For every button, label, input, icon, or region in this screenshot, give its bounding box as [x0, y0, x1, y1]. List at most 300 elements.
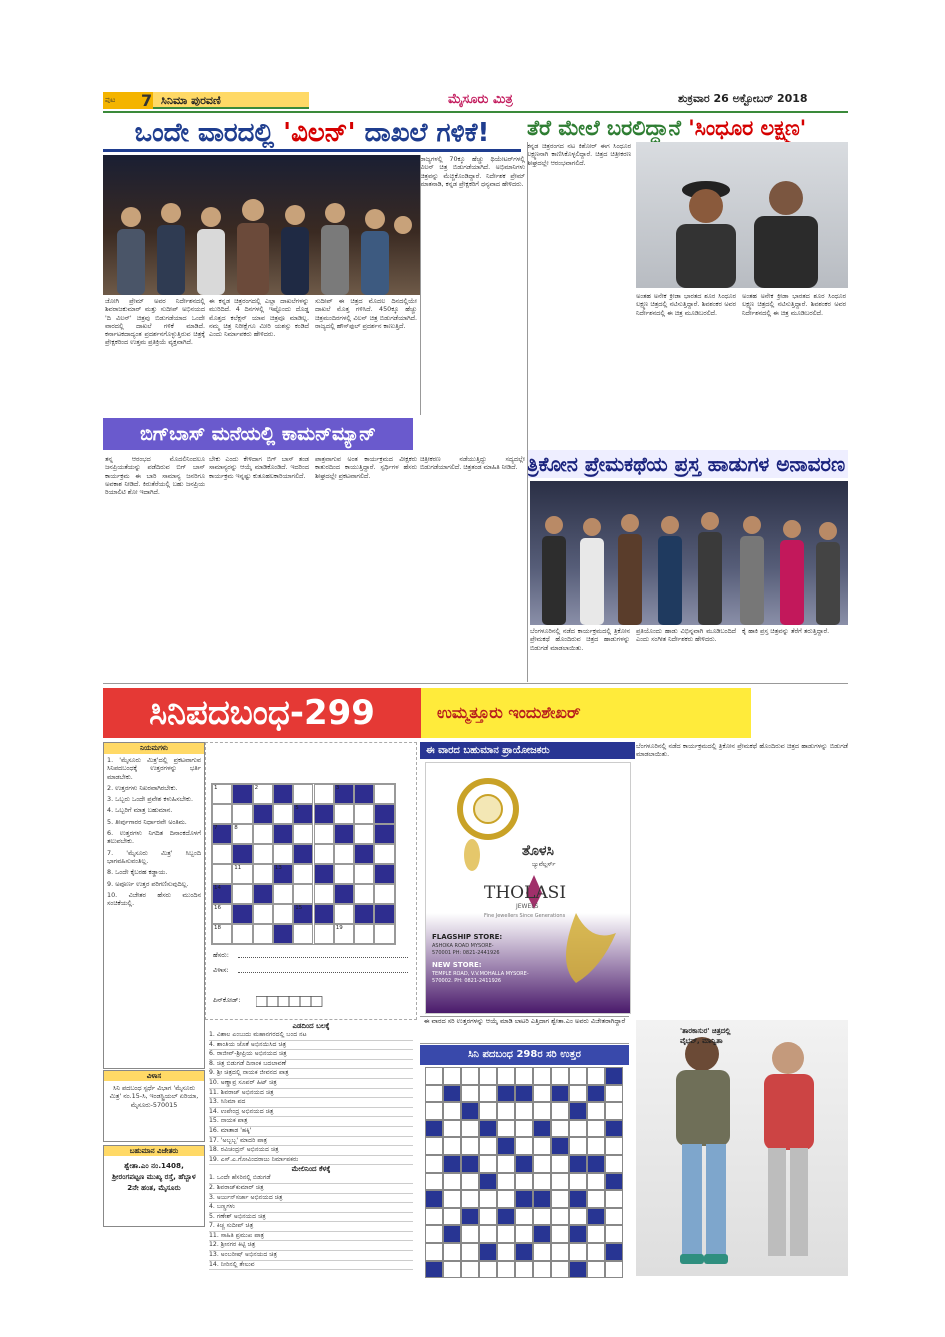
- crossword-title: ಸಿನಿಪದಬಂಧ-299: [103, 688, 421, 738]
- answer-grid: [425, 1067, 623, 1279]
- answer-cell: [533, 1085, 551, 1103]
- grid-cell[interactable]: [253, 924, 273, 944]
- grid-cell[interactable]: [354, 824, 374, 844]
- answer-cell: [425, 1225, 443, 1243]
- rules-list: [104, 754, 204, 912]
- article1-photo: [103, 155, 420, 295]
- article1-headline: ಒಂದೇ ವಾರದಲ್ಲಿ 'ವಿಲನ್' ದಾಖಲೆ ಗಳಿಕೆ!: [103, 114, 521, 152]
- answer-cell: [497, 1067, 515, 1085]
- grid-block: 14: [212, 884, 232, 904]
- answer-cell: [587, 1120, 605, 1138]
- grid-cell[interactable]: 1: [212, 784, 232, 804]
- column-rule: [420, 155, 421, 415]
- article2-col3: ಅಂತಹ ಅನೇಕ ಕ್ರೀಡಾ ಭಾರತದ ಶೂರ ಸಿಂಧೂರ ಲಕ್ಷ್ಮಣ ಚಿತ್ರದಲ್ಲಿ ನಟಿಸುತ್ತಿದ್ದಾರೆ. ಶಿವಶಂಕರ ಅವರ ನಿರ್ದೇಶನದಲ್ಲಿ ಈ ಚಿತ್ರ ಮೂಡಿಬರಲಿದೆ.: [742, 292, 846, 317]
- grid-cell[interactable]: [212, 804, 232, 824]
- answer-cell: [569, 1120, 587, 1138]
- answer-cell: [497, 1102, 515, 1120]
- answer-block: [569, 1190, 587, 1208]
- rule-item: 4. ಒಬ್ಬರಿಗೆ ಮಾತ್ರ ಬಹುಮಾನ.: [107, 806, 173, 815]
- across-clue: 19. ಎಸ್.ಎ.ಗೋವಿಂದರಾಜು ನಿರ್ಮಾಪಕರು: [209, 1156, 413, 1166]
- grid-cell[interactable]: [354, 864, 374, 884]
- grid-cell[interactable]: [293, 784, 313, 804]
- article2-headline: ತೆರೆ ಮೇಲೆ ಬರಲಿದ್ದಾನೆ 'ಸಿಂಧೂರ ಲಕ್ಷ್ಮಣ': [527, 116, 807, 140]
- answer-block: [605, 1243, 623, 1261]
- answer-cell: [425, 1155, 443, 1173]
- answer-cell: [443, 1173, 461, 1191]
- grid-cell[interactable]: [232, 924, 252, 944]
- across-clue: 4. ಶಾಂತಿಯ ಜೊತೆ ಅಭಿನಯಿಸಿದ ಚಿತ್ರ: [209, 1041, 413, 1051]
- article3-col1: ತನ್ನ ಆರಂಭದ ಮೊದಲಿನಿಂದಲೂ ಜನಪ್ರಿಯತೆಯನ್ನು ಪಡೆದಿರುವ ಬಿಗ್ ಬಾಸ್ ಕಾರ್ಯಕ್ರಮ ಈ ಬಾರಿ ಸಾಮಾನ್ಯ ಜನರಿಗೂ ಅವಕಾಶ ನೀಡಿದೆ. ಕಿರುತೆರೆಯಲ್ಲಿ ಬಹು ಜನಪ್ರಿಯ ರಿಯಾಲಿಟಿ ಶೋ ಇದಾಗಿದೆ.: [105, 455, 205, 497]
- grid-cell[interactable]: [212, 864, 232, 884]
- column-rule: [527, 142, 528, 682]
- grid-cell[interactable]: [253, 864, 273, 884]
- answer-cell: [533, 1137, 551, 1155]
- article2-photo: [636, 142, 848, 288]
- answer-block: [569, 1261, 587, 1279]
- answer-block: [533, 1120, 551, 1138]
- answer-cell: [425, 1137, 443, 1155]
- answer-cell: [425, 1085, 443, 1103]
- grid-block: [232, 784, 252, 804]
- grid-block: [334, 884, 354, 904]
- winner-title: ಬಹುಮಾನ ವಿಜೇತರು: [104, 1146, 204, 1156]
- pin-field[interactable]: [256, 992, 326, 1003]
- rule-item: 3. ಒಬ್ಬರು ಒಂದೇ ಪ್ರವೇಶ ಕಳುಹಿಸಬೇಕು.: [107, 795, 193, 804]
- answer-cell: [425, 1173, 443, 1191]
- sponsor-title: ಈ ವಾರದ ಬಹುಮಾನ ಪ್ರಾಯೋಜಕರು: [420, 742, 635, 759]
- grid-cell[interactable]: 2: [253, 784, 273, 804]
- answer-block: [461, 1155, 479, 1173]
- across-clue: 16. ಮಾತಾಡ 'ಹಕ್ಕಿ': [209, 1127, 413, 1137]
- answer-cell: [515, 1261, 533, 1279]
- answer-cell: [515, 1173, 533, 1191]
- answer-cell: [479, 1208, 497, 1226]
- across-clue: 9. ಶ್ರೀ ಚಿತ್ರದಲ್ಲಿ ನಾಯಕ ಜೀವನದ ಪಾತ್ರ: [209, 1069, 413, 1079]
- grid-cell[interactable]: [334, 844, 354, 864]
- down-clue: 14. ನೀರಿನಲ್ಲಿ ತೇಲುವ: [209, 1261, 413, 1271]
- page-number: 7: [141, 91, 153, 110]
- grid-block: [374, 824, 394, 844]
- address-box: [103, 1070, 205, 1142]
- grid-block: [293, 844, 313, 864]
- grid-block: [273, 924, 293, 944]
- article4-col2: ಪ್ರತಿಯೊಂದು ಹಾಡು ವಿಭಿನ್ನವಾಗಿ ಮೂಡಿಬಂದಿದೆ ಎಂದು ಸಂಗೀತ ನಿರ್ದೇಶಕರು ಹೇಳಿದರು.: [636, 627, 736, 644]
- answer-cell: [497, 1261, 515, 1279]
- down-clues: [209, 1174, 413, 1270]
- grid-cell[interactable]: [293, 864, 313, 884]
- grid-cell[interactable]: [374, 784, 394, 804]
- grid-cell[interactable]: [374, 924, 394, 944]
- answer-cell: [443, 1102, 461, 1120]
- answer-block: [587, 1208, 605, 1226]
- answer-cell: [461, 1137, 479, 1155]
- answer-cell: [443, 1190, 461, 1208]
- answer-cell: [587, 1190, 605, 1208]
- name-label: ಹೆಸರು:: [213, 951, 229, 959]
- answer-block: [587, 1155, 605, 1173]
- issue-date: ಶುಕ್ರವಾರ 26 ಅಕ್ಟೋಬರ್ 2018: [678, 92, 808, 105]
- answer-block: [533, 1190, 551, 1208]
- answer-cell: [551, 1173, 569, 1191]
- store2-address: TEMPLE ROAD, V.V.MOHALLA MYSORE-570002. PH: 0821-2411926: [432, 971, 529, 984]
- answer-block: [425, 1190, 443, 1208]
- answer-block: [443, 1155, 461, 1173]
- grid-block: [314, 904, 334, 924]
- answer-cell: [461, 1120, 479, 1138]
- answer-block: [479, 1120, 497, 1138]
- answer-block: [497, 1085, 515, 1103]
- answer-cell: [533, 1208, 551, 1226]
- down-clue: 11. ಸಾಹಿತಿ ಪ್ರಮುಖ ಪಾತ್ರ: [209, 1232, 413, 1242]
- winner-text: ಶ್ವೇತಾ.ಎಂ ನಂ.1408, ಶ್ರೀರಂಗಪಟ್ಟಣ ಮುಖ್ಯ ರಸ್ತೆ, ಹೆಬ್ಬಾಳ 2ನೇ ಹಂತ, ಮೈಸೂರು: [112, 1161, 196, 1192]
- across-clue: 6. ರಾಜೀವ್-ಶ್ರೀಪ್ರಿಯ ಅಭಿನಯದ ಚಿತ್ರ: [209, 1050, 413, 1060]
- answer-block: [515, 1085, 533, 1103]
- grid-block: [232, 844, 252, 864]
- grid-cell[interactable]: [232, 804, 252, 824]
- grid-cell[interactable]: [374, 884, 394, 904]
- answer-cell: [587, 1225, 605, 1243]
- answer-block: [425, 1120, 443, 1138]
- answer-cell: [461, 1190, 479, 1208]
- answer-cell: [569, 1137, 587, 1155]
- answer-cell: [443, 1120, 461, 1138]
- across-clue: 8. ಚಿತ್ರ ಬಿಡುಗಡೆ ದಿನಾಂಕ ಬದಲಾವಣೆ: [209, 1060, 413, 1070]
- answer-cell: [551, 1102, 569, 1120]
- grid-cell[interactable]: [273, 804, 293, 824]
- rule-item: 7. 'ಮೈಸೂರು ಮಿತ್ರ' ಸಿಬ್ಬಂದಿ ಭಾಗವಹಿಸುವಂತಿಲ್ಲ.: [107, 848, 201, 865]
- store2-title: NEW STORE:: [432, 961, 482, 969]
- answer-cell: [461, 1067, 479, 1085]
- grid-block: [374, 864, 394, 884]
- rule-item: 9. ಅಪೂರ್ಣ ಉತ್ತರ ಪರಿಗಣಿಸುವುದಿಲ್ಲ.: [107, 879, 189, 888]
- answer-cell: [587, 1067, 605, 1085]
- crossword-author: ಉಮ್ಮತ್ತೂರು ಇಂದುಶೇಖರ್: [421, 688, 751, 738]
- sponsor-tag: Fine Jewellers Since Generations: [484, 913, 566, 919]
- answer-block: [497, 1208, 515, 1226]
- answer-cell: [551, 1243, 569, 1261]
- grid-cell[interactable]: [273, 884, 293, 904]
- answer-cell: [479, 1085, 497, 1103]
- crossword-grid[interactable]: [211, 783, 396, 945]
- audio-launch-photo: [530, 481, 848, 625]
- answer-cell: [533, 1261, 551, 1279]
- answer-cell: [587, 1102, 605, 1120]
- answer-cell: [515, 1102, 533, 1120]
- answer-cell: [515, 1120, 533, 1138]
- across-clue: 11. ಶಿವರಾಜ್ ಅಭಿನಯದ ಚಿತ್ರ: [209, 1089, 413, 1099]
- rule-item: 6. ಉತ್ತರಗಳು ನಿಗದಿತ ದಿನಾಂಕದೊಳಗೆ ತಲುಪಬೇಕು.: [107, 829, 201, 846]
- answer-cell: [605, 1085, 623, 1103]
- answer-cell: [443, 1261, 461, 1279]
- grid-block: [354, 784, 374, 804]
- grid-cell[interactable]: [293, 924, 313, 944]
- article3-headline: ಬಿಗ್‌ಬಾಸ್ ಮನೆಯಲ್ಲಿ ಕಾಮನ್‌ಮ್ಯಾನ್: [103, 418, 413, 450]
- answer-cell: [479, 1155, 497, 1173]
- answer-block: [533, 1225, 551, 1243]
- answer-cell: [605, 1102, 623, 1120]
- answer-block: [479, 1243, 497, 1261]
- two-actors-photo: [636, 142, 848, 288]
- name-field[interactable]: [238, 957, 408, 958]
- across-clue: 14. ಉಪೇಂದ್ರ ಅಭಿನಯದ ಚಿತ್ರ: [209, 1108, 413, 1118]
- answer-block: [551, 1137, 569, 1155]
- grid-block: [273, 824, 293, 844]
- down-clue: 5. ಗಣೇಶ್ ಅಭಿನಯದ ಚಿತ್ರ: [209, 1213, 413, 1223]
- down-clue: 3. ಅರ್ಜುನ್‌ಸರ್ಜಾ ಅಭಿನಯದ ಚಿತ್ರ: [209, 1194, 413, 1204]
- down-clue: 12. ಶ್ರೀನಗರ ಕಿಟ್ಟಿ ಚಿತ್ರ: [209, 1241, 413, 1251]
- answer-cell: [479, 1225, 497, 1243]
- grid-cell[interactable]: [273, 844, 293, 864]
- answer-cell: [497, 1243, 515, 1261]
- answer-block: [605, 1120, 623, 1138]
- rules-box: [103, 742, 205, 1069]
- answer-cell: [443, 1208, 461, 1226]
- rule-item: 2. ಉತ್ತರಗಳು ನಿಖರವಾಗಿರಬೇಕು.: [107, 783, 178, 792]
- across-clue: 13. ಸಿನಿಮಾ ಪದ: [209, 1098, 413, 1108]
- sponsor-ad: [425, 762, 631, 1014]
- answer-cell: [443, 1243, 461, 1261]
- grid-block: 3: [334, 784, 354, 804]
- answer-cell: [533, 1102, 551, 1120]
- address-text: ಸಿನಿ ಪದಬಂಧ ಸ್ಪರ್ಧೆ ವಿಭಾಗ 'ಮೈಸೂರು ಮಿತ್ರ' ನಂ.15-ಸಿ, ಇಂಡಸ್ಟ್ರಿಯಲ್ ಏರಿಯಾ, ಮೈಸೂರು-570015: [109, 1084, 199, 1109]
- answer-cell: [551, 1261, 569, 1279]
- answer-cell: [461, 1243, 479, 1261]
- sponsor-kannada-sub: ಜ್ಯುವೆಲ್ಲರ್ಸ್: [532, 861, 556, 868]
- answer-cell: [587, 1261, 605, 1279]
- answer-cell: [569, 1243, 587, 1261]
- grid-cell[interactable]: [293, 884, 313, 904]
- grid-cell[interactable]: [314, 884, 334, 904]
- grid-block: [253, 804, 273, 824]
- grid-cell[interactable]: 8: [232, 824, 252, 844]
- answer-block: [569, 1225, 587, 1243]
- answer-cell: [461, 1261, 479, 1279]
- grid-block: 5: [293, 804, 313, 824]
- answer-block: [515, 1243, 533, 1261]
- sponsor-kannada: ತೊಳಸಿ: [522, 843, 554, 859]
- group-photo: [103, 155, 420, 295]
- down-clue: 7. ಕಿಚ್ಚ ಸುದೀಪ್ ಚಿತ್ರ: [209, 1222, 413, 1232]
- answer-block: [569, 1155, 587, 1173]
- answer-cell: [515, 1208, 533, 1226]
- grid-cell[interactable]: [232, 884, 252, 904]
- winner-box: [103, 1145, 205, 1227]
- sponsor-sub: JEWELS: [516, 903, 539, 910]
- grid-block: [354, 844, 374, 864]
- page-label: ಪುಟ: [105, 96, 116, 104]
- answer-block: [551, 1085, 569, 1103]
- grid-block: [253, 884, 273, 904]
- answer-cell: [587, 1137, 605, 1155]
- answer-block: [515, 1190, 533, 1208]
- article4-photo: [530, 481, 848, 625]
- grid-cell[interactable]: [293, 824, 313, 844]
- down-clue: 4. ಬಣ್ಣಗಳು: [209, 1203, 413, 1213]
- store1-title: FLAGSHIP STORE:: [432, 933, 503, 941]
- article1-col3: ಸುದೀಪ್ ಈ ಚಿತ್ರದ ಮೊದಲ ದಿನದಲ್ಲಿಯೇ ದಾಖಲೆ ಮೊತ್ತ ಗಳಿಸಿದೆ. 450ಕ್ಕೂ ಹೆಚ್ಚು ಚಿತ್ರಮಂದಿರಗಳಲ್ಲಿ ವಿಲನ್ ಚಿತ್ರ ಬಿಡುಗಡೆಯಾಗಿದೆ. ರಾಜ್ಯದಲ್ಲಿ ಹೌಸ್‌ಫುಲ್ ಪ್ರದರ್ಶನ ಕಾಣುತ್ತಿದೆ.: [315, 297, 417, 330]
- grid-cell[interactable]: [253, 904, 273, 924]
- photo-caption: 'ತಾರಕಾಸುರ' ಚಿತ್ರದಲ್ಲಿ ವೈಭವ್, ಮಾನ್ವಿತಾ: [680, 1027, 731, 1045]
- down-clue: 2. ಶಿವರಾಜ್‌ಕುಮಾರ್ ಚಿತ್ರ: [209, 1184, 413, 1194]
- grid-block: 13: [273, 864, 293, 884]
- across-clue: 15. ನಾಯಕ ಪಾತ್ರ: [209, 1117, 413, 1127]
- answer-block: [425, 1261, 443, 1279]
- article3-col3: ಪಾತ್ರವಾಗುವ ಅಂತ ಕಾರ್ಯಕ್ರಮದ ವೀಕ್ಷಕರು ಕಾತುರದಿಂದ ಕಾಯುತ್ತಿದ್ದಾರೆ. ಸ್ಪರ್ಧಿಗಳ ಹೆಸರು ಶೀಘ್ರದಲ್ಲೇ ಪ್ರಕಟವಾಗಲಿದೆ.: [315, 455, 417, 480]
- answer-cell: [605, 1155, 623, 1173]
- store1-address: ASHOKA ROAD MYSORE- 570001 PH: 0821-2441926: [432, 943, 500, 956]
- grid-block: [314, 804, 334, 824]
- article4-continued: ಬೆಂಗಳೂರಿನಲ್ಲಿ ನಡೆದ ಕಾರ್ಯಕ್ರಮದಲ್ಲಿ ತ್ರಿಕೋನ ಪ್ರೇಮಕಥೆ ಹೊಂದಿರುವ ಚಿತ್ರದ ಹಾಡುಗಳನ್ನು ಬಿಡುಗಡೆ ಮಾಡಲಾಯಿತು.: [636, 742, 848, 759]
- rule-item: 10. ವಿಜೇತರ ಹೆಸರು ಮುಂದಿನ ಸಂಚಿಕೆಯಲ್ಲಿ.: [107, 890, 201, 908]
- answer-block: [605, 1173, 623, 1191]
- grid-block: [314, 864, 334, 884]
- answer-cell: [515, 1067, 533, 1085]
- grid-cell[interactable]: [374, 844, 394, 864]
- answer-cell: [497, 1120, 515, 1138]
- answer-block: [461, 1208, 479, 1226]
- answer-block: [569, 1102, 587, 1120]
- answer-cell: [443, 1137, 461, 1155]
- answer-block: [515, 1155, 533, 1173]
- answer-cell: [551, 1225, 569, 1243]
- answer-cell: [497, 1155, 515, 1173]
- answer-cell: [551, 1155, 569, 1173]
- answer-cell: [569, 1067, 587, 1085]
- answer-cell: [479, 1137, 497, 1155]
- grid-block: 15: [293, 904, 313, 924]
- article4-col3: ಕೈ ಹಾಕಿ ಪ್ರಸ್ತ ಚಿತ್ರವನ್ನು ತೆರೆಗೆ ತರುತ್ತಿದ್ದಾರೆ.: [742, 627, 830, 635]
- answer-cell: [425, 1243, 443, 1261]
- answer-cell: [533, 1243, 551, 1261]
- answer-cell: [479, 1102, 497, 1120]
- answer-block: [497, 1137, 515, 1155]
- grid-cell[interactable]: [314, 824, 334, 844]
- grid-block: [334, 824, 354, 844]
- answer-cell: [515, 1225, 533, 1243]
- pin-label: ಪಿನ್‌ಕೋಡ್:: [213, 996, 241, 1004]
- grid-cell[interactable]: 11: [232, 864, 252, 884]
- answer-cell: [425, 1067, 443, 1085]
- across-clue: 18. ರವಿಚಂದ್ರನ್ ಅಭಿನಯದ ಚಿತ್ರ: [209, 1146, 413, 1156]
- answer-cell: [551, 1190, 569, 1208]
- grid-cell[interactable]: [314, 924, 334, 944]
- clues-area: [209, 1022, 413, 1276]
- answer-block: [461, 1102, 479, 1120]
- grid-block: [354, 904, 374, 924]
- grid-block: [273, 784, 293, 804]
- answer-cell: [497, 1225, 515, 1243]
- article1-col2: ಈ ಕನ್ನಡ ಚಿತ್ರರಂಗದಲ್ಲಿ ಎಲ್ಲಾ ದಾಖಲೆಗಳನ್ನು ಮುರಿದಿದೆ. 4 ದಿನಗಳಲ್ಲಿ ಇಷ್ಟೊಂದು ದೊಡ್ಡ ಮೊತ್ತದ ಕಲೆಕ್ಷನ್ ಯಾವ ಚಿತ್ರವೂ ಮಾಡಿಲ್ಲ. ನಮ್ಮ ಚಿತ್ರ ನಿರೀಕ್ಷೆಗೂ ಮೀರಿ ಯಶಸ್ಸು ಕಂಡಿದೆ ಎಂದು ನಿರ್ಮಾಪಕರು ಹೇಳಿದರು.: [209, 297, 309, 339]
- grid-cell[interactable]: [273, 904, 293, 924]
- grid-cell[interactable]: [354, 884, 374, 904]
- grid-cell[interactable]: 18: [212, 924, 232, 944]
- actor-actress-photo: [636, 1020, 848, 1276]
- answer-cell: [569, 1085, 587, 1103]
- winner-note: ಈ ವಾರದ ಸರಿ ಉತ್ತರಗಳನ್ನು ಆಯ್ಕೆ ಮಾಡಿ ಲಾಟರಿ ಎತ್ತಿದಾಗ ಶ್ವೇತಾ.ಎಂ ಅವರು ವಿಜೇತರಾಗಿದ್ದಾರೆ: [420, 1016, 629, 1044]
- address-field[interactable]: [238, 972, 408, 973]
- answer-cell: [461, 1173, 479, 1191]
- grid-cell[interactable]: 16: [212, 904, 232, 924]
- grid-cell[interactable]: 19: [334, 924, 354, 944]
- tarakasura-photo: [636, 1020, 848, 1276]
- answer-cell: [461, 1085, 479, 1103]
- down-clue: 13. ಅಂಬರೀಷ್ ಅಭಿನಯದ ಚಿತ್ರ: [209, 1251, 413, 1261]
- sponsor-name: THOLASI: [484, 883, 567, 903]
- answer-cell: [425, 1208, 443, 1226]
- answer-cell: [551, 1120, 569, 1138]
- grid-cell[interactable]: [354, 804, 374, 824]
- grid-cell[interactable]: [334, 864, 354, 884]
- article3-col2: ಬೇಕು ಎಂದು ಕೇಳಿದಾಗ ಬಿಗ್ ಬಾಸ್ ತಂಡ ಸಾಮಾನ್ಯರನ್ನು ಆಯ್ಕೆ ಮಾಡಿಕೊಂಡಿದೆ. ಇದರಿಂದ ಕಾರ್ಯಕ್ರಮ ಇನ್ನಷ್ಟು ಕುತೂಹಲಕಾರಿಯಾಗಲಿದೆ.: [209, 455, 309, 480]
- article2-col1: ಕನ್ನಡ ಚಿತ್ರರಂಗದ ನಟ ಕಿಶೋರ್ ಈಗ ಸಿಂಧೂರ ಲಕ್ಷ್ಮಣನಾಗಿ ಕಾಣಿಸಿಕೊಳ್ಳಲಿದ್ದಾರೆ. ಚಿತ್ರದ ಚಿತ್ರೀಕರಣ ಶೀಘ್ರದಲ್ಲೇ ಆರಂಭವಾಗಲಿದೆ.: [527, 142, 631, 167]
- answer-block: [443, 1225, 461, 1243]
- answer-cell: [479, 1190, 497, 1208]
- answer-cell: [569, 1173, 587, 1191]
- grid-cell[interactable]: [253, 844, 273, 864]
- answer-cell: [497, 1173, 515, 1191]
- across-clue: 17. 'ಅಬ್ಬಬ್ಬ' ಮಾದರಿ ಪಾತ್ರ: [209, 1137, 413, 1147]
- grid-cell[interactable]: [314, 844, 334, 864]
- rule-item: 8. ಒಂದೇ ಕೈಬರಹ ಕಡ್ಡಾಯ.: [107, 868, 168, 877]
- answer-cell: [605, 1190, 623, 1208]
- down-clue: 1. ಒಂದೇ ಹೆಸರಿನಲ್ಲಿ ಬಿಡುಗಡೆ: [209, 1174, 413, 1184]
- answer-cell: [515, 1137, 533, 1155]
- answer-cell: [443, 1067, 461, 1085]
- article4-col1: ಬೆಂಗಳೂರಿನಲ್ಲಿ ನಡೆದ ಕಾರ್ಯಕ್ರಮದಲ್ಲಿ ತ್ರಿಕೋನ ಪ್ರೇಮಕಥೆ ಹೊಂದಿರುವ ಚಿತ್ರದ ಹಾಡುಗಳನ್ನು ಬಿಡುಗಡೆ ಮಾಡಲಾಯಿತು.: [530, 627, 630, 652]
- answer-block: [587, 1085, 605, 1103]
- grid-cell[interactable]: [354, 924, 374, 944]
- grid-block: [374, 804, 394, 824]
- address-label: ವಿಳಾಸ:: [213, 966, 229, 974]
- answer-cell: [533, 1173, 551, 1191]
- answer-cell: [533, 1067, 551, 1085]
- answer-cell: [587, 1173, 605, 1191]
- answer-block: [479, 1173, 497, 1191]
- answer-cell: [605, 1137, 623, 1155]
- answer-block: [605, 1067, 623, 1085]
- answer-cell: [587, 1243, 605, 1261]
- rule-item: 5. ತೀರ್ಪುಗಾರರ ನಿರ್ಧಾರವೇ ಅಂತಿಮ.: [107, 817, 187, 826]
- page-number-box: [103, 92, 153, 109]
- article1-col4: ರಾಜ್ಯಗಳಲ್ಲಿ 70ಕ್ಕೂ ಹೆಚ್ಚು ಥಿಯೇಟರ್‌ಗಳಲ್ಲಿ ವಿಲನ್ ಚಿತ್ರ ಬಿಡುಗಡೆಯಾಗಿದೆ. ಅಭಿಮಾನಿಗಳು ಚಿತ್ರವನ್ನು ಮೆಚ್ಚಿಕೊಂಡಿದ್ದಾರೆ. ನಿರ್ದೇಶಕ ಪ್ರೇಮ್ ಮಾತನಾಡಿ, ಕನ್ನಡ ಪ್ರೇಕ್ಷಕರಿಗೆ ಧನ್ಯವಾದ ಹೇಳಿದರು.: [420, 155, 525, 188]
- grid-cell[interactable]: [334, 904, 354, 924]
- answer-cell: [497, 1190, 515, 1208]
- answer-cell: [551, 1208, 569, 1226]
- across-clue: 1. ವಿಶಾಲ ಎಂಬುದು ಮಹಾನಗರದಲ್ಲಿ ಬಂದ ನಟ: [209, 1031, 413, 1041]
- masthead-divider: [103, 111, 848, 113]
- answer-cell: [425, 1102, 443, 1120]
- article1-col1: ಜೋಗಿ ಪ್ರೇಮ್ ಅವರ ನಿರ್ದೇಶನದಲ್ಲಿ ಶಿವರಾಜಕುಮಾರ್ ಮತ್ತು ಸುದೀಪ್ ಅಭಿನಯದ 'ದಿ ವಿಲನ್' ಚಿತ್ರವು ಬಿಡುಗಡೆಯಾದ ಒಂದೇ ವಾರದಲ್ಲಿ ದಾಖಲೆ ಗಳಿಕೆ ಮಾಡಿದೆ. ಕರ್ನಾಟಕದಾದ್ಯಂತ ಪ್ರದರ್ಶನಗೊಳ್ಳುತ್ತಿರುವ ಚಿತ್ರಕ್ಕೆ ಪ್ರೇಕ್ಷಕರಿಂದ ಉತ್ತಮ ಪ್ರತಿಕ್ರಿಯೆ ವ್ಯಕ್ತವಾಗಿದೆ.: [105, 297, 205, 347]
- grid-cell[interactable]: [334, 804, 354, 824]
- answer-cell: [533, 1155, 551, 1173]
- rules-title: ನಿಯಮಗಳು: [104, 743, 204, 754]
- grid-block: 7: [212, 824, 232, 844]
- answer-title: ಸಿನಿ ಪದಬಂಧ 298ರ ಸರಿ ಉತ್ತರ: [420, 1045, 629, 1065]
- answer-cell: [605, 1261, 623, 1279]
- grid-cell[interactable]: [314, 784, 334, 804]
- grid-cell[interactable]: [253, 824, 273, 844]
- rule-item: 1. 'ಮೈಸೂರು ಮಿತ್ರ'ದಲ್ಲಿ ಪ್ರಕಟವಾಗುವ ಸಿನಿಪದಬಂಧಕ್ಕೆ ಉತ್ತರಗಳನ್ನು ಭರ್ತಿ ಮಾಡಬೇಕು.: [107, 756, 201, 781]
- article4-col-left: ಚಿತ್ರೀಕರಣ ನಡೆಯುತ್ತಿದ್ದು ಸದ್ಯದಲ್ಲೇ ಬಿಡುಗಡೆಯಾಗಲಿದೆ. ಚಿತ್ರತಂಡ ಮಾಹಿತಿ ನೀಡಿದೆ.: [420, 455, 525, 472]
- answer-cell: [551, 1067, 569, 1085]
- section-rule: [103, 683, 848, 684]
- across-title: ಎಡದಿಂದ ಬಲಕ್ಕೆ: [292, 1022, 330, 1030]
- across-clues: [209, 1031, 413, 1165]
- article2-col2: ಅಂತಹ ಅನೇಕ ಕ್ರೀಡಾ ಭಾರತದ ಶೂರ ಸಿಂಧೂರ ಲಕ್ಷ್ಮಣ ಚಿತ್ರದಲ್ಲಿ ನಟಿಸುತ್ತಿದ್ದಾರೆ. ಶಿವಶಂಕರ ಅವರ ನಿರ್ದೇಶನದಲ್ಲಿ ಈ ಚಿತ್ರ ಮೂಡಿಬರಲಿದೆ.: [636, 292, 736, 317]
- grid-cell[interactable]: [212, 844, 232, 864]
- answer-cell: [461, 1225, 479, 1243]
- article4-headline: ತ್ರಿಕೋನ ಪ್ರೇಮಕಥೆಯ ಪ್ರಸ್ತ ಹಾಡುಗಳ ಅನಾವರಣ: [527, 450, 848, 478]
